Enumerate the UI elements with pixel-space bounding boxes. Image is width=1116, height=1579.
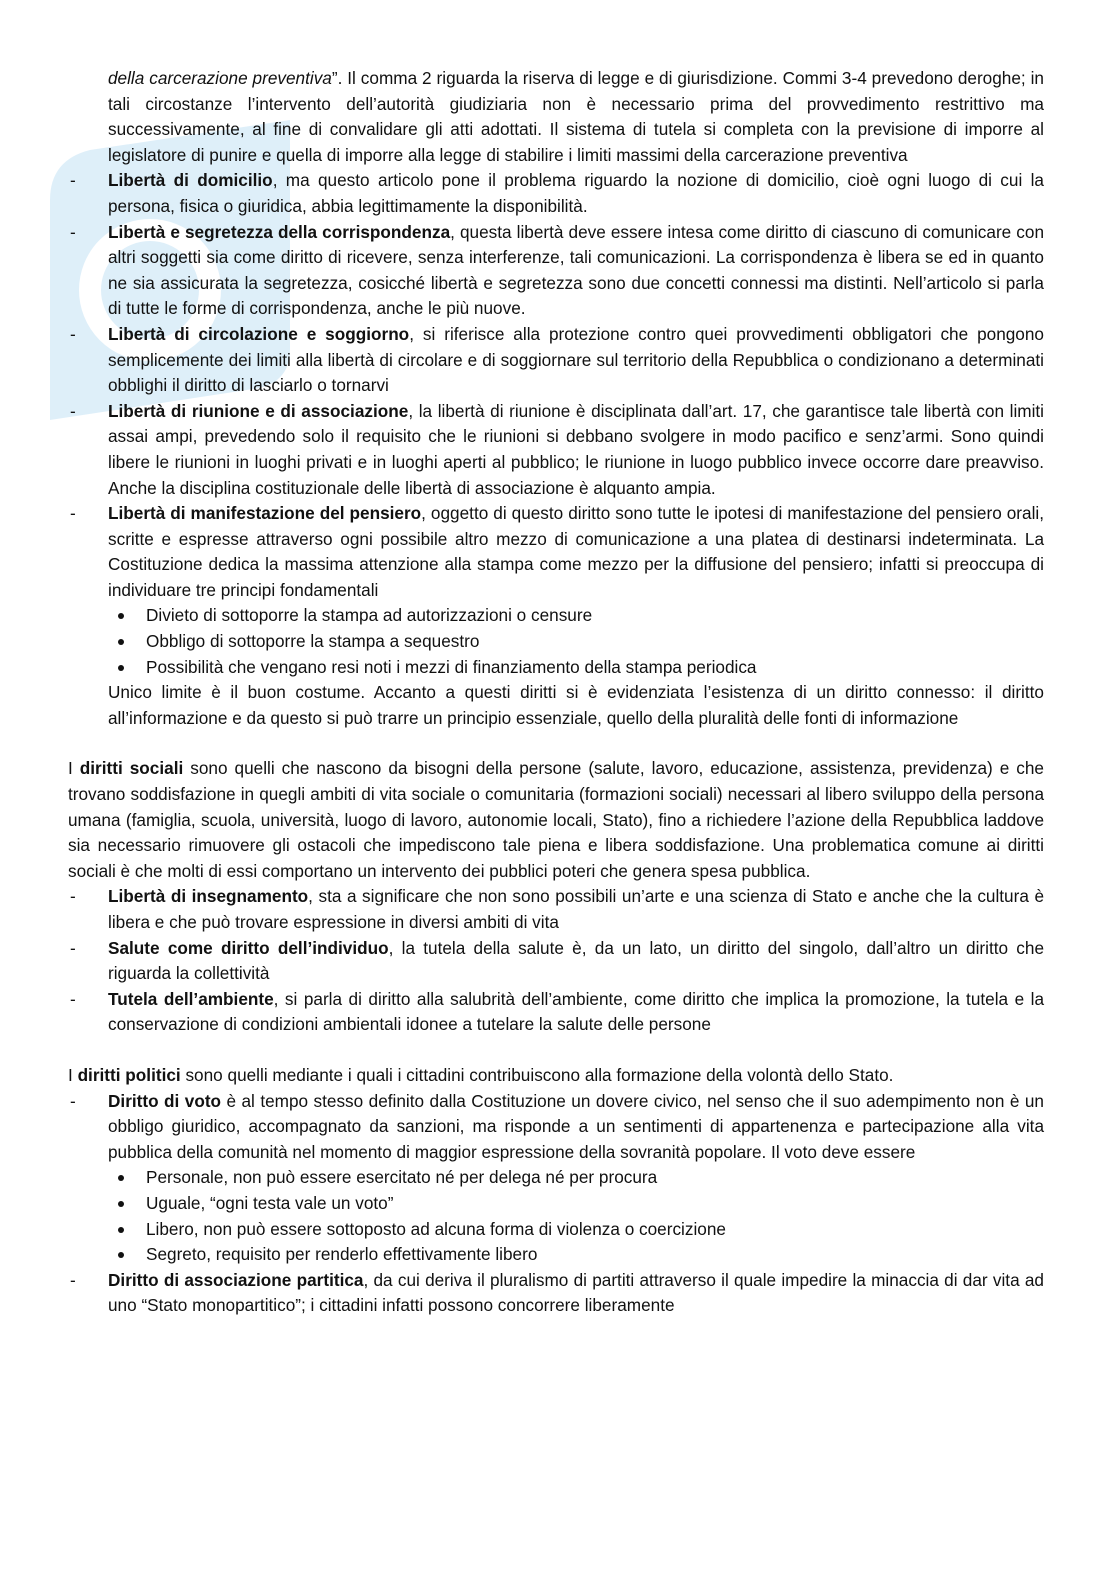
item-term: Libertà e segretezza della corrispondenza bbox=[108, 221, 451, 242]
item-text: , la tutela della salute è, da un lato, un diritto del singolo, dall’altro un diritto che riguarda la collettività bbox=[108, 937, 1045, 984]
list-item-corrispondenza bbox=[68, 220, 1044, 322]
list-item-pensiero bbox=[68, 501, 1044, 603]
item-text: , oggetto di questo diritto sono tutte le ipotesi di manifestazione del pensiero orali, scritte e espresse attraverso ogni possibile altro mezzo di comunicazione a una platea di destinarsi indeterminata. La Costituzione dedica la massima attenzione alla stampa come mezzo per la diffusione del pensiero; infatti si preoccupa di individuare tre principi fondamentali bbox=[108, 503, 1045, 600]
item-text: , si riferisce alla protezione contro quei provvedimenti obbligatori che pongono semplicemente dei limiti alla libertà di circolare e di soggiornare sul territorio della Repubblica o condizionano a determinati obblighi il diritto di lasciarlo o tornarvi bbox=[108, 323, 1044, 396]
lead-text: I bbox=[68, 758, 80, 779]
item-text: è al tempo stesso definito dalla Costituzione un dovere civico, nel senso che il suo adempimento non è un obbligo giuridico, accompagnato da sanzioni, ma risponde a un sentimenti di appartenenza e partecipazione alla vita pubblica della comunità nel momento di maggior espressione della sovranità popolare. Il voto deve essere bbox=[108, 1090, 1044, 1162]
list-item-salute bbox=[68, 936, 1044, 987]
political-rights-paragraph bbox=[68, 1063, 1044, 1089]
item-term: Libertà di circolazione e soggiorno bbox=[108, 323, 410, 344]
lead-text: I bbox=[68, 1064, 78, 1085]
list-item-voto bbox=[68, 1089, 1044, 1166]
item-term: Diritto di voto bbox=[108, 1090, 222, 1111]
item-term: Libertà di domicilio bbox=[108, 170, 273, 191]
section-text: sono quelli mediante i quali i cittadini contribuiscono alla formazione della volontà dello Stato. bbox=[180, 1064, 894, 1085]
intro-paragraph bbox=[68, 66, 1044, 168]
bullet-item: Uguale, “ogni testa vale un voto” bbox=[108, 1191, 1044, 1217]
list-item-riunione bbox=[68, 399, 1044, 501]
item-text: , ma questo articolo pone il problema riguardo la nozione di domicilio, cioè ogni luogo di cui la persona, fisica o giuridica, abbia legittimamente la disponibilità. bbox=[108, 170, 1044, 216]
item-term: Libertà di riunione e di associazione bbox=[108, 400, 409, 421]
dash-marker: - bbox=[70, 170, 76, 191]
bullet-item: Divieto di sottoporre la stampa ad autorizzazioni o censure bbox=[108, 603, 1044, 629]
item-term: Libertà di manifestazione del pensiero bbox=[108, 503, 422, 524]
dash-marker: - bbox=[70, 221, 76, 242]
item-text: , da cui deriva il pluralismo di partiti attraverso il quale impedire la minaccia di dar vita ad uno “Stato monopartitico”; i cittadini infatti possono concorrere liberamente bbox=[108, 1269, 1044, 1316]
item-text: , la libertà di riunione è disciplinata dall’art. 17, che garantisce tale libertà con limiti assai ampi, prevedendo solo il requisito che le riunioni si debbano svolgere in modo pacifico e senz’armi. Sono quindi libere le riunioni in luoghi privati e in luoghi aperti al pubblico; le riunione in luogo pubblico invece occorre dare preavviso. Anche la disciplina costituzionale delle libertà di associazione è alquanto ampia. bbox=[108, 400, 1045, 498]
social-rights-paragraph bbox=[68, 756, 1044, 884]
dash-marker: - bbox=[70, 1269, 76, 1290]
list-item-circolazione bbox=[68, 322, 1044, 399]
dash-marker: - bbox=[70, 1090, 76, 1111]
pensiero-after: Unico limite è il buon costume. Accanto a questi diritti si è evidenziata l’esistenza di un diritto connesso: il diritto all’informazione e da questo si può trarre un principio essenziale, quello della pluralità delle fonti di informazione bbox=[108, 682, 1044, 728]
item-text: , questa libertà deve essere intesa come diritto di ciascuno di comunicare con altri soggetti sia come diritto di ricevere, senza interferenze, tali comunicazioni. La corrispondenza è libera se ed in quanto ne sia assicurata la segretezza, cosicché libertà e segretezza sono due concetti connessi ma distinti. Nell’articolo si parla di tutte le forme di corrispondenza, anche le più nuove. bbox=[108, 221, 1045, 319]
dash-marker: - bbox=[70, 503, 76, 524]
list-item-partiti bbox=[68, 1268, 1044, 1319]
section-term: diritti politici bbox=[77, 1064, 181, 1085]
section-text: sono quelli che nascono da bisogni della persone (salute, lavoro, educazione, assistenza, previdenza) e che trovano soddisfazione in quegli ambiti di vita sociale o comunitaria (formazioni sociali) necessari al libero sviluppo della persona umana (famiglia, scuola, università, luogo di lavoro, autonomie locali, Stato), fino a richiedere l’azione della Repubblica laddove sia necessario rimuovere gli ostacoli che impediscono tale piena e libera soddisfazione. Una problematica comune ai diritti sociali è che molti di essi comportano un intervento dei pubblici poteri che genera spesa pubblica. bbox=[68, 758, 1044, 881]
bullet-item: Libero, non può essere sottoposto ad alcuna forma di violenza o coercizione bbox=[108, 1217, 1044, 1243]
list-item-insegnamento bbox=[68, 884, 1044, 935]
dash-marker: - bbox=[70, 400, 76, 421]
dash-marker: - bbox=[70, 323, 76, 344]
dash-marker: - bbox=[70, 937, 76, 958]
bullet-item: Segreto, requisito per renderlo effettivamente libero bbox=[108, 1242, 1044, 1268]
bullet-item: Obbligo di sottoporre la stampa a sequestro bbox=[108, 629, 1044, 655]
list-item-domicilio bbox=[68, 168, 1044, 219]
bullet-item: Personale, non può essere esercitato né per delega né per procura bbox=[108, 1165, 1044, 1191]
section-term: diritti sociali bbox=[79, 758, 184, 779]
dash-marker: - bbox=[70, 988, 76, 1009]
intro-italic: della carcerazione preventiva bbox=[108, 68, 332, 88]
item-term: Diritto di associazione partitica bbox=[108, 1269, 364, 1290]
intro-text: ”. Il comma 2 riguarda la riserva di legge e di giurisdizione. Commi 3-4 prevedono deroghe; in tali circostanze l’intervento dell’autorità giudiziaria non è necessario prima del provvedimento restrittivo ma successivamente, al fine di convalidare gli atti adottati. Il sistema di tutela si completa con la previsione di imporre al legislatore di punire e quella di imporre alla legge di stabilire i limiti massimi della carcerazione preventiva bbox=[108, 68, 1044, 165]
voto-bullets bbox=[68, 1165, 1044, 1267]
document-body bbox=[68, 66, 1044, 1319]
pensiero-bullets bbox=[68, 603, 1044, 680]
item-term: Libertà di insegnamento bbox=[108, 886, 309, 907]
item-text: , sta a significare che non sono possibili un’arte e una scienza di Stato e anche che la cultura è libera e che può trovare espressione in diversi ambiti di vita bbox=[108, 886, 1044, 932]
item-term: Salute come diritto dell’individuo bbox=[108, 937, 389, 958]
item-text: , si parla di diritto alla salubrità dell’ambiente, come diritto che implica la promozione, la tutela e la conservazione di condizioni ambientali idonee a tutelare la salute delle persone bbox=[108, 988, 1045, 1035]
bullet-item: Possibilità che vengano resi noti i mezzi di finanziamento della stampa periodica bbox=[108, 655, 1044, 681]
list-item-ambiente bbox=[68, 987, 1044, 1038]
dash-marker: - bbox=[70, 886, 76, 907]
item-term: Tutela dell’ambiente bbox=[108, 988, 274, 1009]
